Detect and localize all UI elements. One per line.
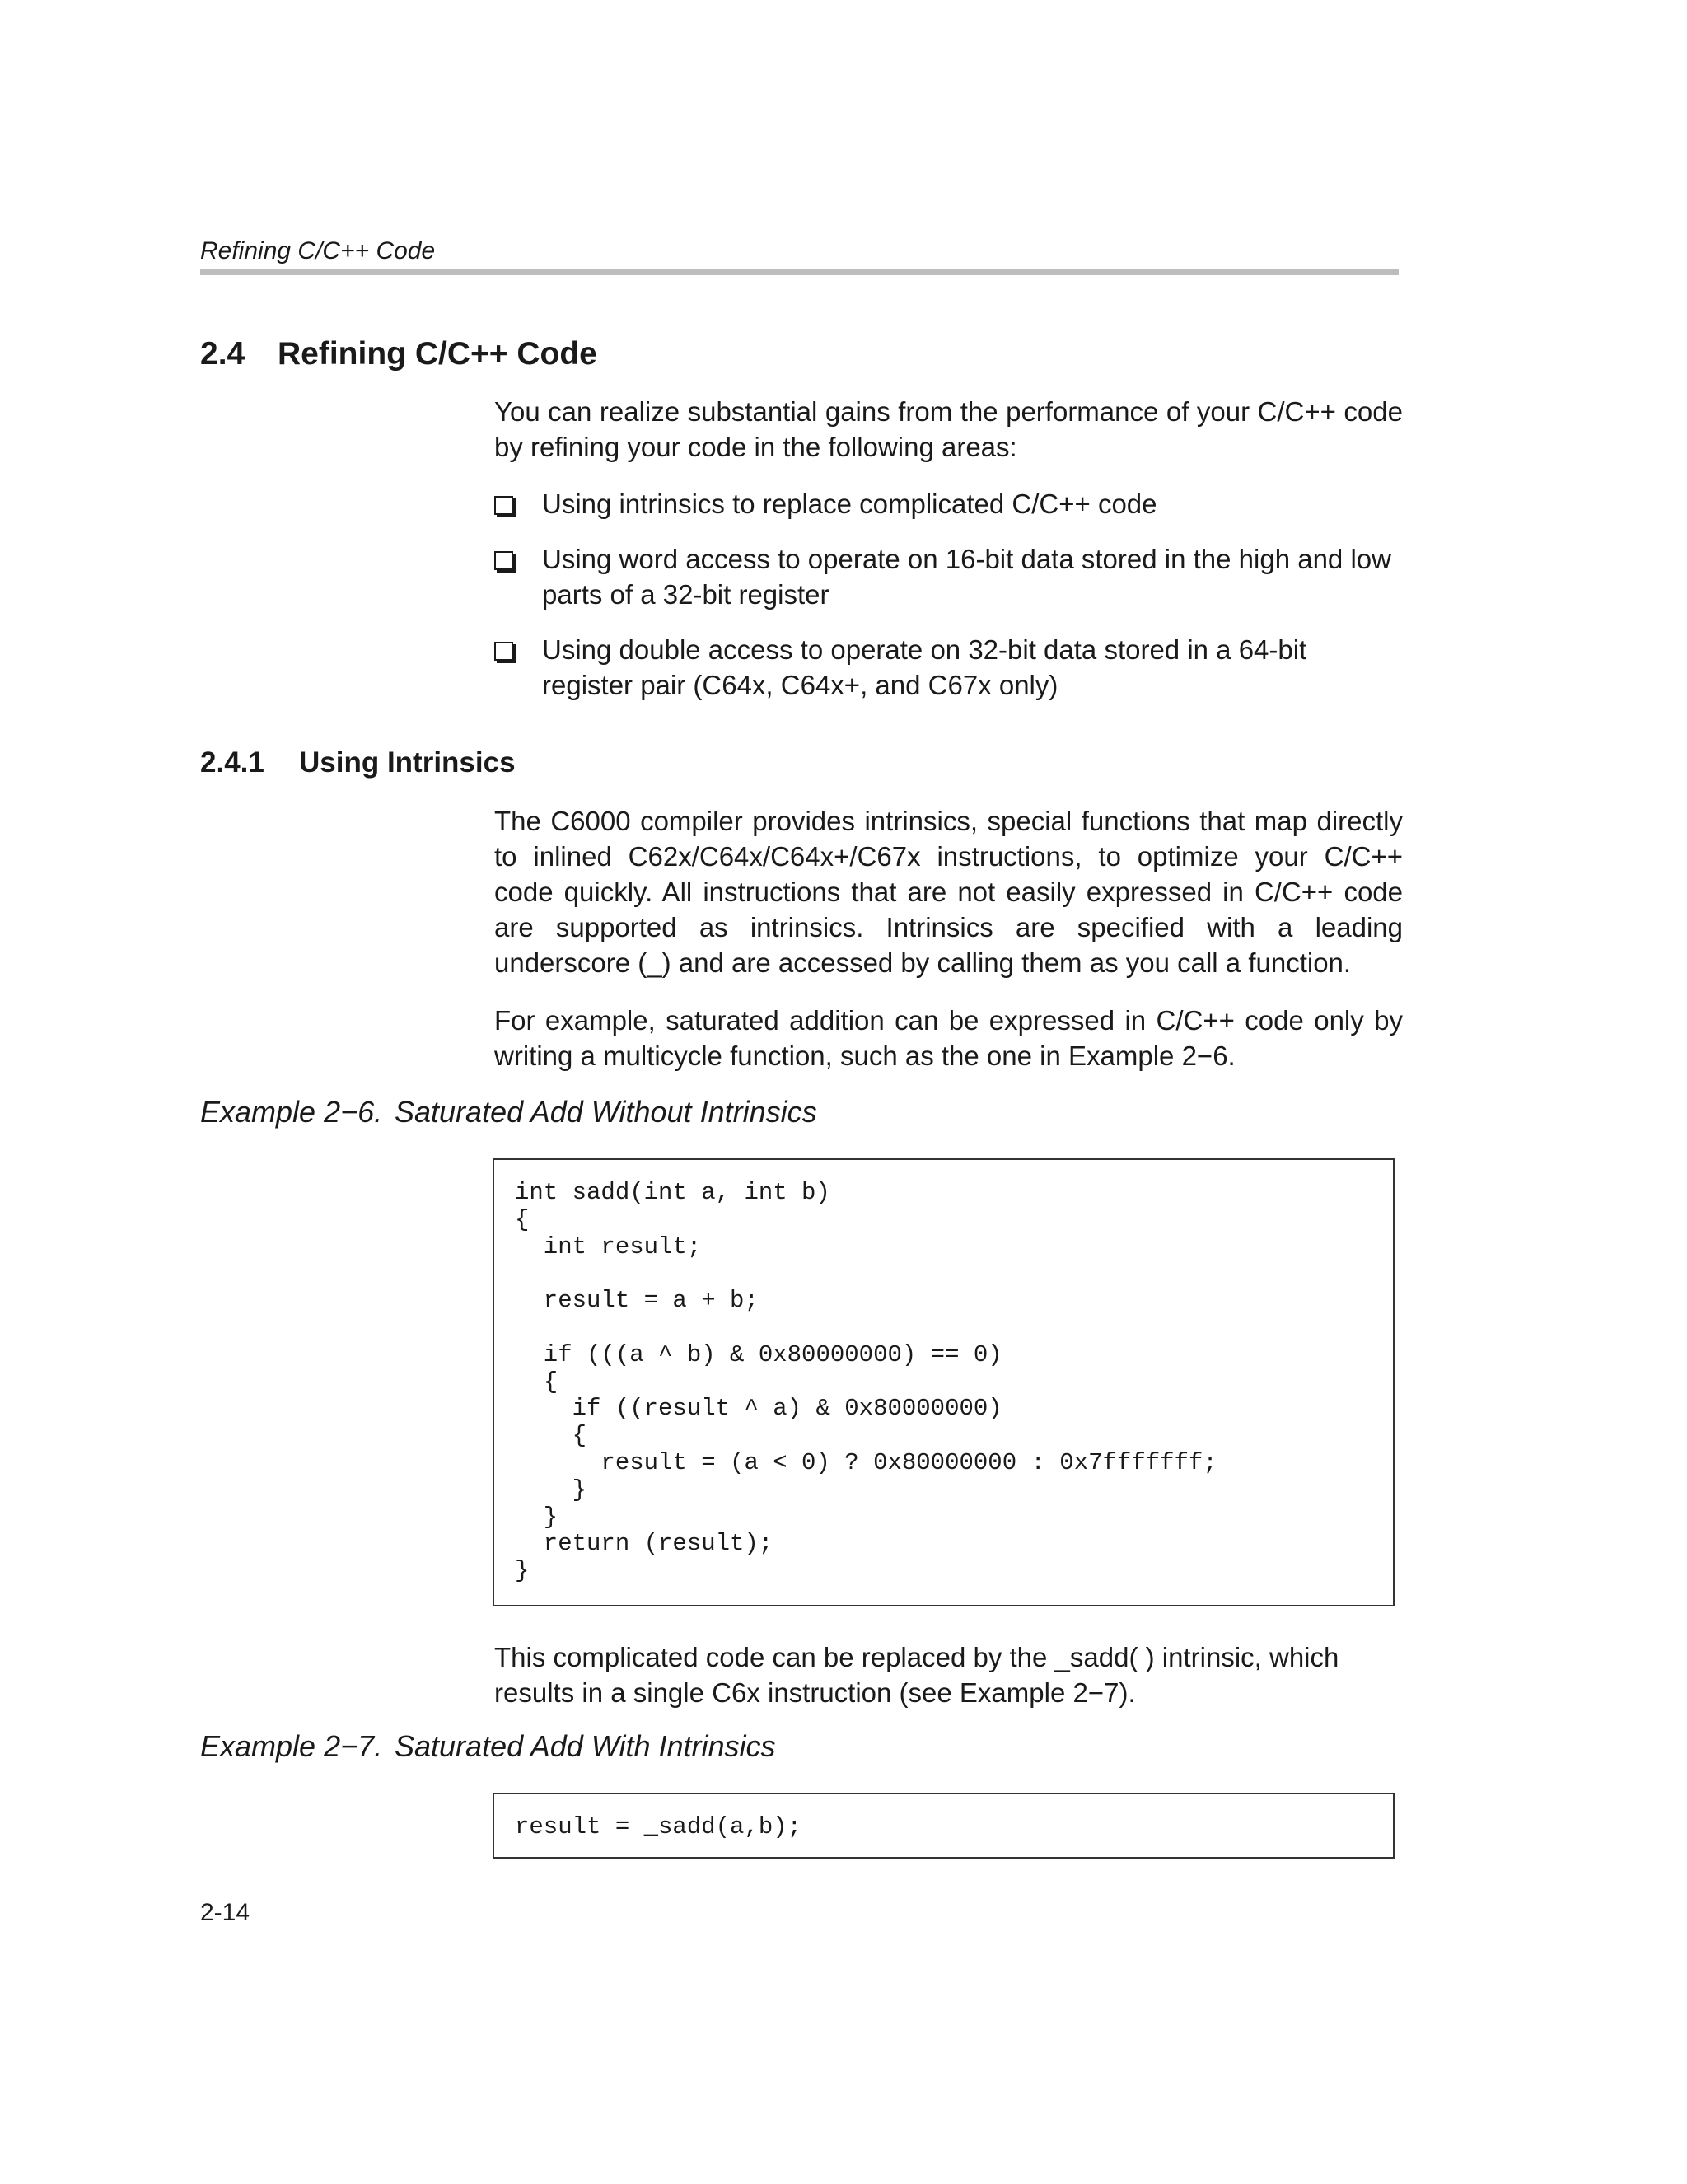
example-intro	[494, 1003, 1403, 1073]
code-listing: result = _sadd(a,b);	[515, 1813, 802, 1840]
subsection-body	[494, 803, 1403, 980]
code-listing: int sadd(int a, int b) { int result; result = a + b; if (((a ^ b) & 0x80000000) == 0) { if ((result ^ a) & 0x80000000) { result = (a < 0) ? 0x80000000 : 0x7fffffff; } } return (result); }	[515, 1179, 1217, 1585]
intrinsics-paragraph: The C6000 compiler provides intrinsics, special functions that map directly to inlined C62x/C64x/C64x+/C67x instructions, to optimize your C/C++ code quickly. All instructions that are not easily expressed in C/C++ code are supported as intrinsics. Intrinsics are specified with a leading underscore (_) and are accessed by calling them as you call a function.	[494, 806, 1403, 978]
between-text-block	[494, 1639, 1403, 1710]
checkbox-bullet-icon	[494, 496, 513, 515]
list-item: Using word access to operate on 16-bit data stored in the high and low parts of a 32-bit register	[494, 541, 1403, 612]
running-header: Refining C/C++ Code	[200, 237, 436, 264]
between-paragraph: This complicated code can be replaced by the _sadd( ) intrinsic, which results in a single C6x instruction (see Example 2−7).	[494, 1642, 1339, 1708]
caption-label: Example 2−7.	[200, 1729, 383, 1763]
checkbox-bullet-icon	[494, 551, 513, 570]
subsection-title: Using Intrinsics	[299, 746, 516, 779]
list-item: Using double access to operate on 32-bit data stored in a 64-bit register pair (C64x, C64x+, and C67x only)	[494, 632, 1403, 703]
section-number: 2.4	[200, 336, 245, 372]
list-item: Using intrinsics to replace complicated C/C++ code	[494, 486, 1403, 521]
subsection-number: 2.4.1	[200, 746, 264, 779]
section-title: Refining C/C++ Code	[278, 336, 597, 372]
intro-paragraph: You can realize substantial gains from the performance of your C/C++ code by refining your code in the following areas:	[494, 396, 1403, 462]
section-heading	[200, 334, 597, 374]
caption-title: Saturated Add Without Intrinsics	[395, 1095, 817, 1129]
example-2-6-caption	[200, 1094, 817, 1130]
code-block-example-2-6	[493, 1158, 1395, 1606]
example-2-7-caption	[200, 1728, 776, 1765]
page-number: 2-14	[200, 1899, 250, 1926]
caption-label: Example 2−6.	[200, 1095, 383, 1129]
caption-title: Saturated Add With Intrinsics	[395, 1729, 776, 1763]
example-paragraph: For example, saturated addition can be expressed in C/C++ code only by writing a multicycle function, such as the one in Example 2−6.	[494, 1005, 1403, 1071]
checkbox-bullet-icon	[494, 642, 513, 661]
subsection-heading	[200, 745, 516, 781]
header-rule	[200, 269, 1399, 275]
section-intro	[494, 394, 1403, 465]
code-block-example-2-7	[493, 1793, 1395, 1859]
bullet-list	[494, 486, 1403, 723]
